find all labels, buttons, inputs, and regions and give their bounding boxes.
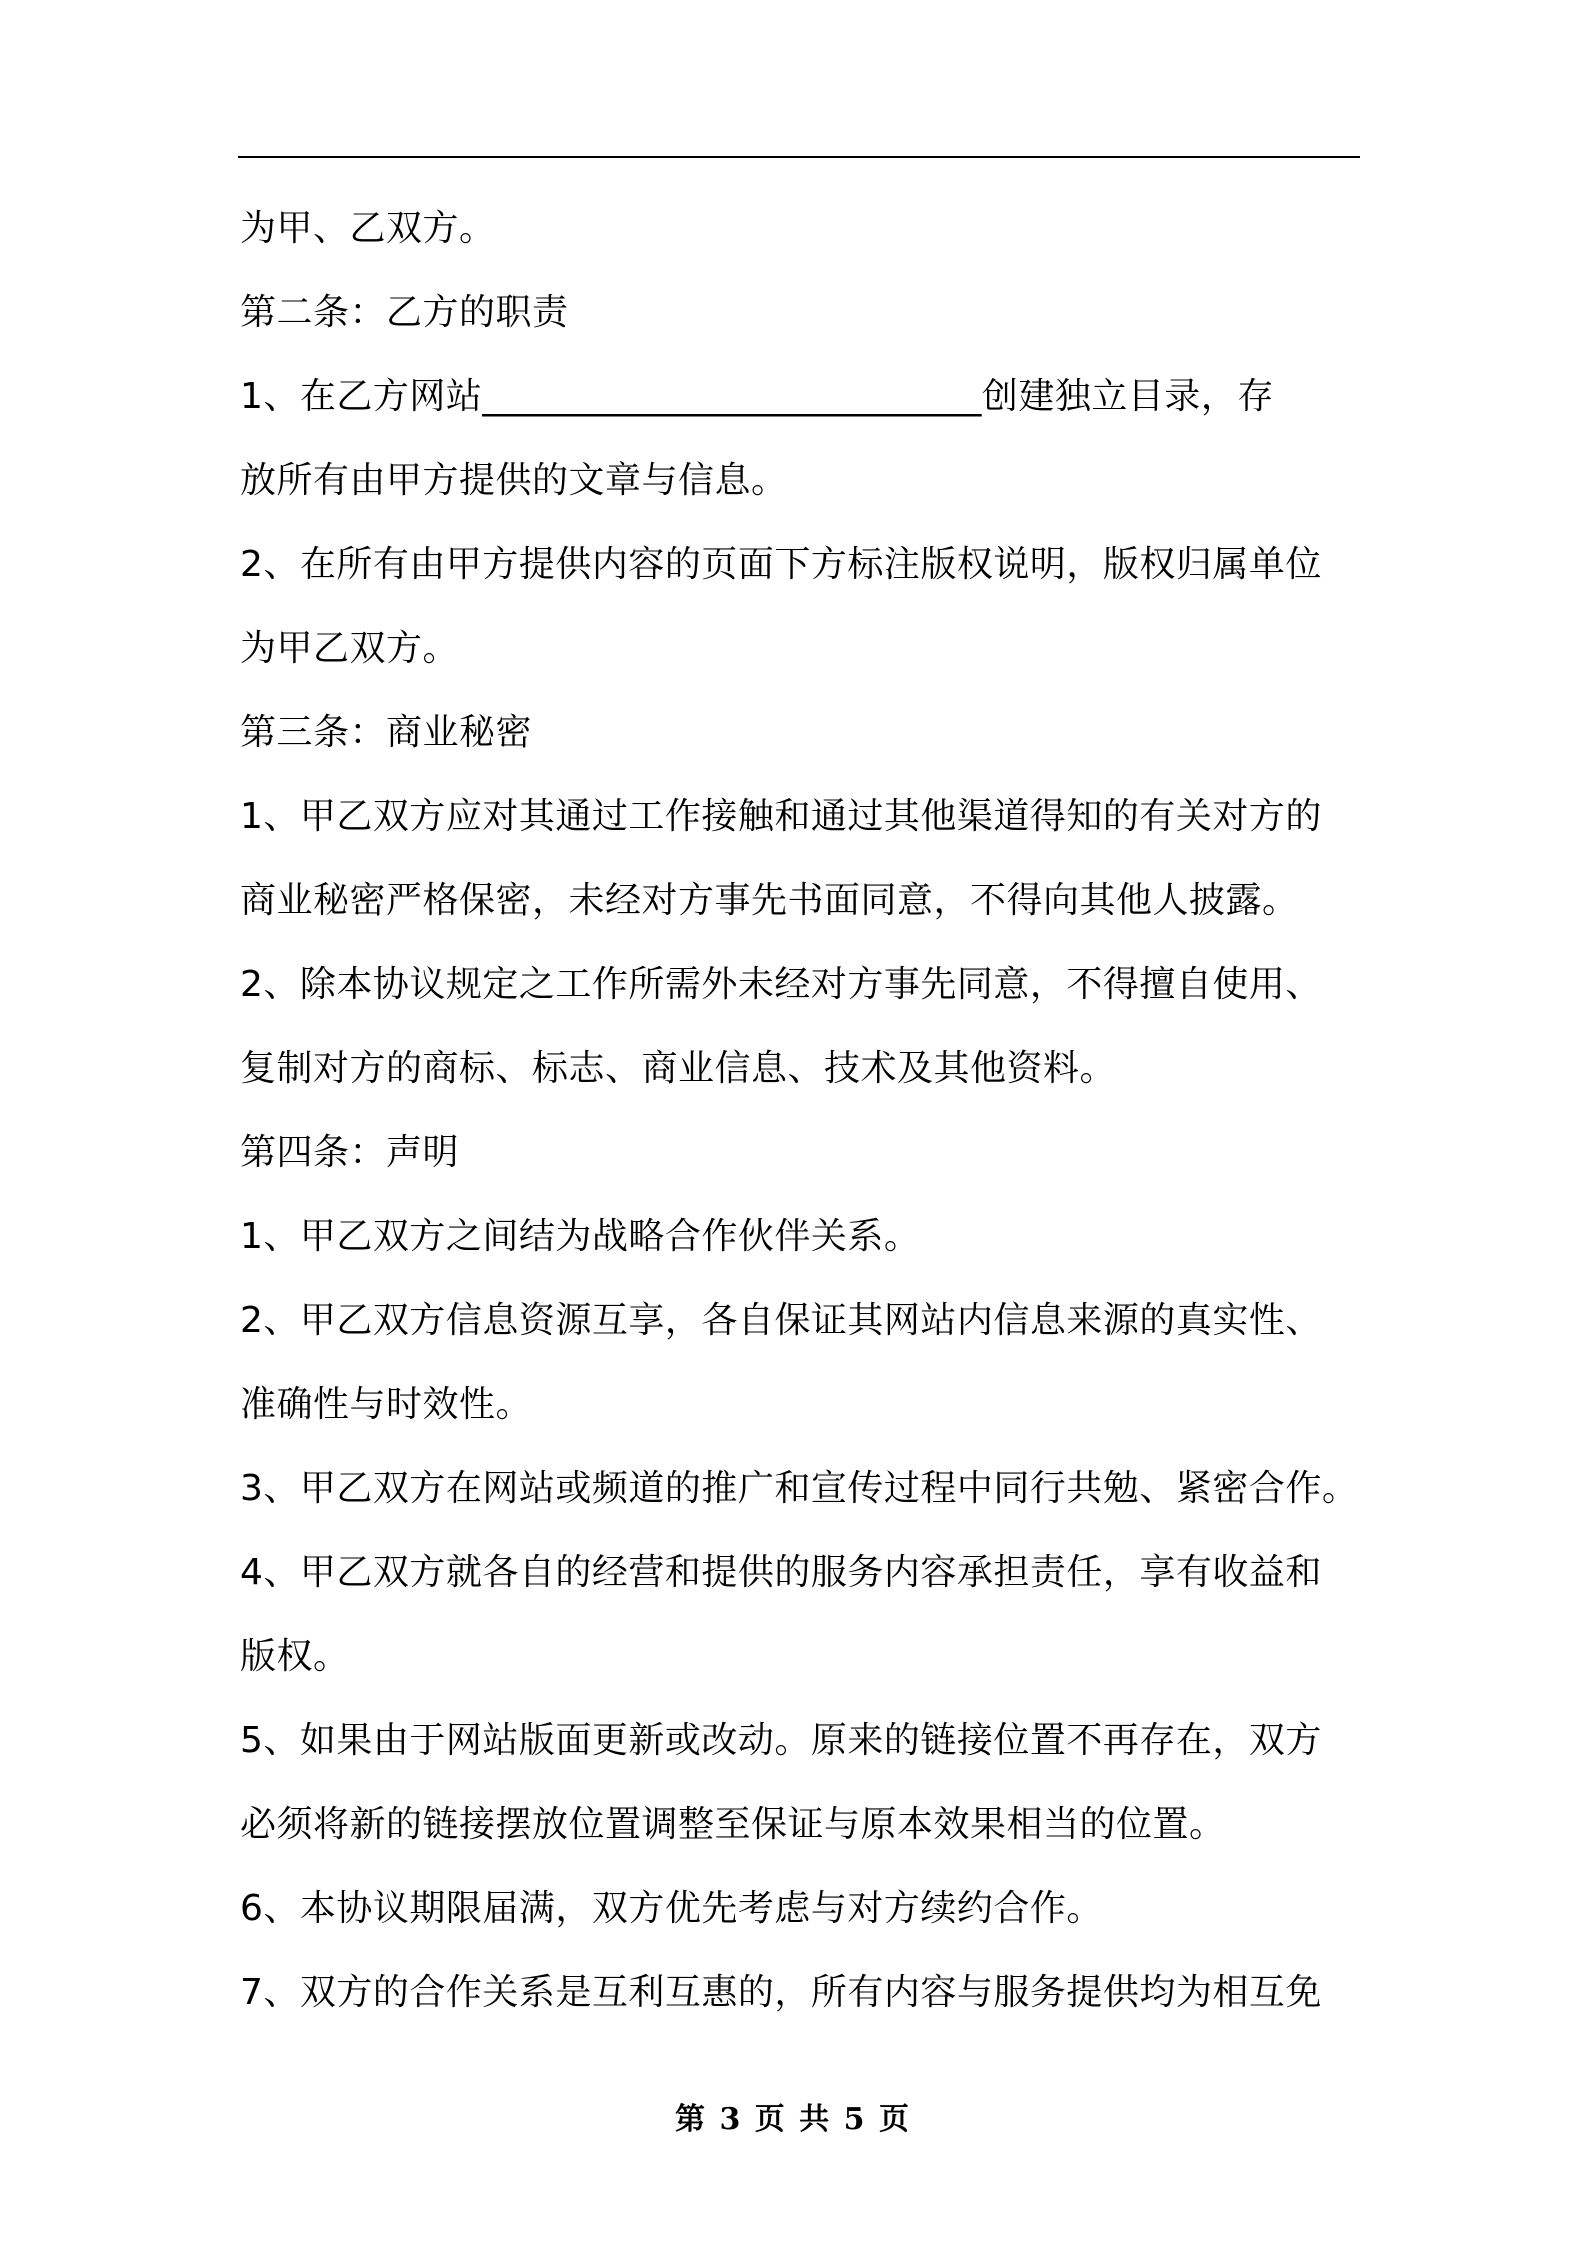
text-line: 为甲乙双方。 <box>240 628 460 669</box>
text-line: 版权。 <box>240 1636 350 1677</box>
text-line: 7、双方的合作关系是互利互惠的，所有内容与服务提供均为相互免 <box>240 1972 1322 2013</box>
text-line: 1、在乙方网站___________________________创建独立目录，存 <box>240 376 1274 417</box>
page-number-footer: 第 3 页 共 5 页 <box>675 2102 911 2137</box>
text-line: 1、甲乙双方之间结为战略合作伙伴关系。 <box>240 1216 921 1257</box>
text-line: 1、甲乙双方应对其通过工作接触和通过其他渠道得知的有关对方的 <box>240 796 1322 837</box>
text-line: 复制对方的商标、标志、商业信息、技术及其他资料。 <box>240 1048 1117 1089</box>
section-heading: 第三条：商业秘密 <box>240 712 533 753</box>
text-line: 放所有由甲方提供的文章与信息。 <box>240 460 788 501</box>
section-heading: 第四条：声明 <box>240 1132 460 1173</box>
text-line: 商业秘密严格保密，未经对方事先书面同意，不得向其他人披露。 <box>240 880 1299 921</box>
text-line: 为甲、乙双方。 <box>240 208 496 249</box>
document-body <box>240 198 1370 2046</box>
text-line: 5、如果由于网站版面更新或改动。原来的链接位置不再存在，双方 <box>240 1720 1322 1761</box>
text-line: 2、在所有由甲方提供内容的页面下方标注版权说明，版权归属单位 <box>240 544 1322 585</box>
text-line: 6、本协议期限届满，双方优先考虑与对方续约合作。 <box>240 1888 1103 1929</box>
text-line: 2、甲乙双方信息资源互享，各自保证其网站内信息来源的真实性、 <box>240 1300 1322 1341</box>
text-line: 准确性与时效性。 <box>240 1384 533 1425</box>
text-line: 3、甲乙双方在网站或频道的推广和宣传过程中同行共勉、紧密合作。 <box>240 1468 1359 1509</box>
text-line: 2、除本协议规定之工作所需外未经对方事先同意，不得擅自使用、 <box>240 964 1322 1005</box>
text-line: 必须将新的链接摆放位置调整至保证与原本效果相当的位置。 <box>240 1804 1226 1845</box>
header-rule <box>238 156 1360 158</box>
section-heading: 第二条：乙方的职责 <box>240 292 569 333</box>
text-line: 4、甲乙双方就各自的经营和提供的服务内容承担责任，享有收益和 <box>240 1552 1322 1593</box>
